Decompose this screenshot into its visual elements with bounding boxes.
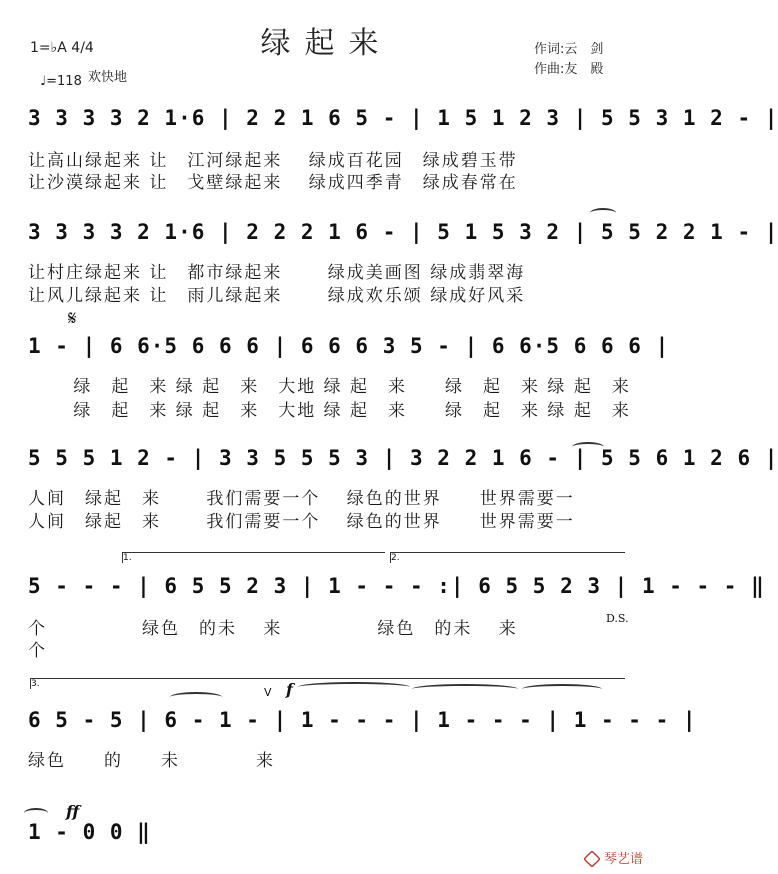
notation-row-6: 6 5 - 5 | 6 - 1 - | 1 - - - | 1 - - - | 1 - - - |	[28, 708, 697, 732]
notation-row-3: 1 - | 6 6·5 6 6 6 | 6 6 6 3 5 - | 6 6·5 6 6 6 |	[28, 334, 670, 358]
slur-arc	[572, 442, 604, 452]
tie-arc	[298, 682, 410, 692]
dal-segno-marking: D.S.	[606, 612, 629, 625]
lyrics-row-5-verse-1: 个 绿色 的未 来 绿色 的未 来	[28, 619, 518, 639]
notation-row-7: 1 - 0 0 ‖	[28, 820, 151, 844]
mood-marking: 欢快地	[88, 70, 128, 85]
tie-arc	[522, 684, 602, 694]
first-ending-bracket: 1.	[122, 552, 385, 563]
segno-sign: 𝄋	[68, 306, 77, 330]
lyricist: 作词:云 剑	[534, 42, 604, 57]
notation-row-4: 5 5 5 1 2 - | 3 3 5 5 5 3 | 3 2 2 1 6 - | 5 5 6 1 2 6 |	[28, 446, 778, 470]
lyrics-row-5-verse-2: 个	[28, 641, 47, 661]
site-logo: 琴艺谱	[583, 848, 643, 869]
lyrics-row-1-verse-1: 让高山绿起来 让 江河绿起来 绿成百花园 绿成碧玉带	[28, 151, 518, 171]
breath-mark: V	[264, 686, 272, 699]
second-ending-bracket: 2.	[390, 552, 625, 563]
lyrics-row-4-verse-2: 人间 绿起 来 我们需要一个 绿色的世界 世界需要一	[28, 512, 575, 532]
notation-row-2: 3 3 3 3 2 1·6 | 2 2 2 1 6 - | 5 1 5 3 2 | 5 5 2 2 1 - |	[28, 220, 778, 244]
key-signature: 1=♭A 4/4	[30, 40, 94, 56]
tie-arc	[412, 684, 518, 694]
lyrics-row-3-verse-2: 绿 起 来 绿 起 来 大地 绿 起 来 绿 起 来 绿 起 来	[28, 401, 631, 421]
piano-logo-icon	[583, 850, 601, 868]
credits	[534, 40, 603, 80]
tie-arc	[170, 692, 222, 702]
forte-marking: f	[286, 680, 293, 699]
lyrics-row-1-verse-2: 让沙漠绿起来 让 戈壁绿起来 绿成四季青 绿成春常在	[28, 173, 518, 193]
third-ending-bracket: 3.	[30, 678, 625, 689]
lyrics-row-3-verse-1: 绿 起 来 绿 起 来 大地 绿 起 来 绿 起 来 绿 起 来	[28, 377, 631, 397]
lyrics-row-4-verse-1: 人间 绿起 来 我们需要一个 绿色的世界 世界需要一	[28, 489, 575, 509]
fortissimo-marking: ff	[66, 802, 80, 821]
tempo-marking: ♩=118	[40, 74, 82, 89]
tie-arc	[590, 208, 616, 218]
page-title: 绿起来	[260, 26, 393, 61]
composer: 作曲:友 殿	[534, 62, 604, 77]
tie-arc	[24, 808, 48, 818]
notation-row-5: 5 - - - | 6 5 5 2 3 | 1 - - - :| 6 5 5 2 3 | 1 - - - ‖	[28, 574, 765, 598]
lyrics-row-2-verse-2: 让风儿绿起来 让 雨儿绿起来 绿成欢乐颂 绿成好风采	[28, 286, 526, 306]
notation-row-1: 3 3 3 3 2 1·6 | 2 2 1 6 5 - | 1 5 1 2 3 | 5 5 3 1 2 - |	[28, 106, 778, 130]
lyrics-row-2-verse-1: 让村庄绿起来 让 都市绿起来 绿成美画图 绿成翡翠海	[28, 263, 526, 283]
lyrics-row-6: 绿色 的 未 来	[28, 751, 275, 771]
